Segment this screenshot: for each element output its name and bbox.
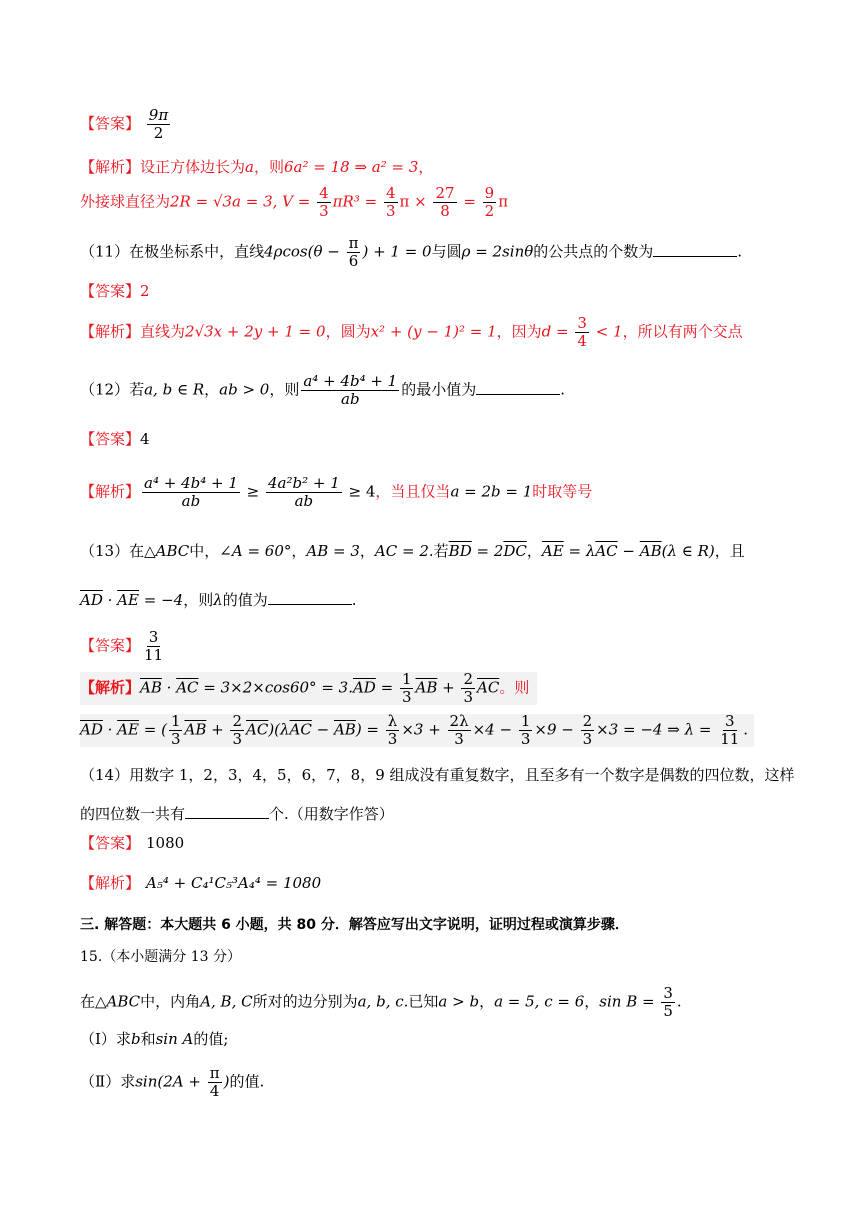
answer-blank (185, 804, 269, 819)
answer-label: 【答案】 (80, 114, 141, 133)
section-heading: 三. 解答题：本大题共 6 小题，共 80 分．解答应写出文字说明，证明过程或演算步骤． (80, 917, 629, 933)
analysis-label: 【解析】 (80, 158, 141, 176)
q15-stem: 在△ABC中，内角A, B, C所对的边分别为a, b, c.已知a > b，a = 5, c = 6，sin B = $\frac{3}{5}$ . (80, 984, 682, 1020)
q11-question: （11）在极坐标系中，直线4ρcos(θ − $\frac{\pi}{6}$ ) + 1 = 0与圆ρ = 2sinθ的公共点的个数为 . (80, 234, 743, 270)
q15-part2: （Ⅱ）求sin(2A + $\frac{\pi}{4}$ )的值. (80, 1064, 265, 1100)
q13-question-line2: $\overline{AD} \cdot \overline{AE} = -4$，则λ的值为 . (80, 591, 357, 609)
q10-answer-fraction: $\frac{9\pi}{2}$ (148, 106, 169, 142)
q13-question-line1: （13）在△ABC中，∠A = 60°，AB = 3，AC = 2.若$\overline{BD} = 2\overline{DC}$，$\overline{AE} = \lambda\overline{AC} - \overline{AB}(\lambda$ ∈ R)，且 (80, 542, 745, 560)
q10-answer-line (80, 108, 172, 141)
q13-analysis-line1: 【解析】$\overline{AB} \cdot \overline{AC} = 3\times 2\times\cos 60^\circ = 3.\overline{AD}$ = $\frac{1}{3}$ $\overline{AB}$ + $\frac{2}{3}$ $\overline{AC}$。则 (80, 672, 537, 705)
q15-part1: （Ⅰ）求b和sin A的值; (80, 1030, 229, 1048)
q14-question-line2: 的四位数一共有 个.（用数字作答） (80, 805, 394, 823)
q13-analysis-line2: $\overline{AD} \cdot \overline{AE}$ = ( $\frac{1}{3}$ $\overline{AB}$ + $\frac{2}{3}$ $\overline{AC})(\lambda\overline{AC} - \overline{AB})$ = $\frac{\lambda}{3}$ ×3 + $\frac{2\lambda}{3}$ ×4 − $\frac{1}{3}$ ×9 − $\frac{2}{3}$ ×3 = −4 ⇒ λ = $\frac{3}{11}$ . (80, 714, 754, 747)
q13-answer-line: 【答案】 $\frac{3}{11}$ (80, 628, 164, 664)
q14-analysis-line: 【解析】 A₅⁴ + C₄¹C₅³A₄⁴ = 1080 (80, 874, 322, 892)
answer-blank (476, 380, 560, 395)
q15-header: 15.（本小题满分 13 分） (80, 949, 241, 965)
q12-answer-line: 【答案】4 (80, 430, 150, 448)
q11-answer-line: 【答案】2 (80, 282, 150, 300)
q11-analysis-line: 【解析】直线为2√3x + 2y + 1 = 0，圆为x² + (y − 1)² = 1，因为d = $\frac{3}{4}$ < 1，所以有两个交点 (80, 314, 743, 350)
q12-question: （12）若a, b ∈ R，ab > 0，则 $\frac{\text{a⁴ + 4b⁴ + 1}}{ab}$ 的最小值为 . (80, 372, 566, 408)
answer-blank (268, 590, 352, 605)
answer-blank (653, 242, 737, 257)
q14-answer-line: 【答案】 1080 (80, 834, 185, 852)
q10-analysis-line1: 【解析】设正方体边长为a，则6a² = 18 ⇒ a² = 3， (80, 158, 434, 176)
q12-analysis-line: 【解析】 $\frac{\text{a⁴ + 4b⁴ + 1}}{ab}$ ≥ $\frac{\text{4a²b² + 1}}{ab}$ ≥ 4，当且仅当a = 2b = 1时取等号 (80, 474, 593, 510)
q10-analysis-line2: 外接球直径为2R = √3a = 3, V = $\frac{4}{3}$ πR³ = $\frac{4}{3}$ π × $\frac{27}{8}$ = $\frac{9}{2}$ π (80, 184, 509, 220)
q14-question-line1: （14）用数字 1，2，3，4，5，6，7，8，9 组成没有重复数字，且至多有一个数字是偶数的四位数，这样 (80, 766, 795, 784)
